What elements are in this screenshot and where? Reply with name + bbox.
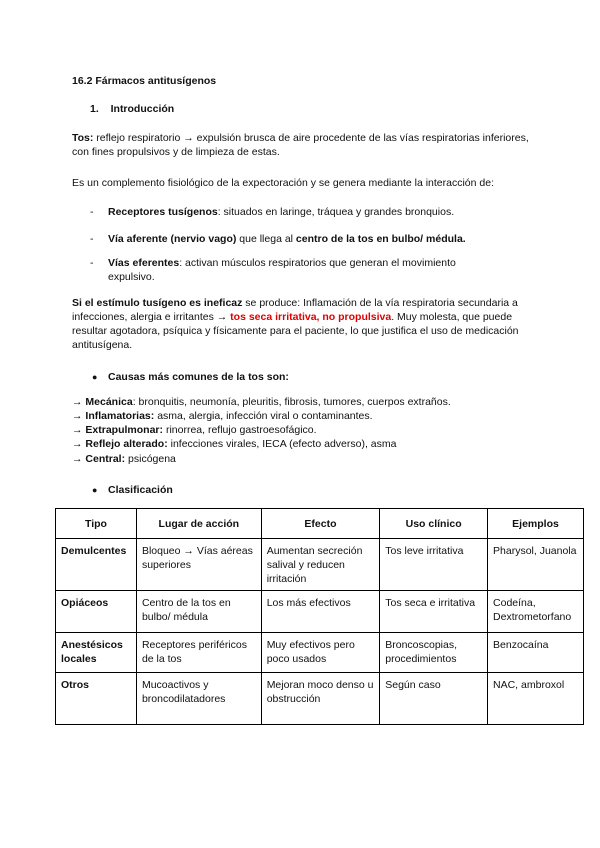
bullet-icon: ●: [92, 485, 98, 495]
table-cell: Tos leve irritativa: [380, 539, 488, 591]
table-cell: Benzocaína: [488, 633, 584, 673]
table-cell: Demulcentes: [56, 539, 137, 591]
cause-text: psicógena: [125, 453, 176, 465]
table-cell: Bloqueo → Vías aéreas superiores: [136, 539, 261, 591]
table-cell: NAC, ambroxol: [488, 673, 584, 725]
arrow-icon: →: [72, 410, 86, 422]
tos-definition: [72, 131, 532, 159]
header-cell: Tipo: [56, 509, 137, 539]
dash-marker: -: [90, 257, 94, 269]
arrow-icon: →: [72, 396, 86, 408]
table-cell: Pharysol, Juanola: [488, 539, 584, 591]
item-label: Vía aferente (nervio vago): [108, 233, 237, 245]
classification-table: [55, 508, 584, 725]
dash-marker: -: [90, 233, 94, 245]
table-row: [56, 633, 584, 673]
header-cell: Efecto: [261, 509, 380, 539]
cause-label: Mecánica: [85, 396, 133, 408]
table-cell: Muy efectivos pero poco usados: [261, 633, 380, 673]
arrow-icon: →: [72, 453, 86, 465]
cause-text: asma, alergia, infección viral o contaminantes.: [154, 410, 373, 422]
cause-item: [72, 437, 396, 451]
table-cell: Otros: [56, 673, 137, 725]
table-cell: Centro de la tos en bulbo/ médula: [136, 591, 261, 633]
cause-item: [72, 452, 176, 466]
cause-label: Extrapulmonar:: [85, 424, 164, 436]
header-cell: Lugar de acción: [136, 509, 261, 539]
subsection-title: Introducción: [110, 103, 175, 115]
tos-label: Tos:: [72, 132, 94, 144]
item-label-2: centro de la tos en bulbo/ médula.: [295, 233, 466, 245]
causes-heading: Causas más comunes de la tos son:: [108, 371, 289, 383]
item-label: Receptores tusígenos: [108, 206, 218, 218]
item-text: : activan músculos respiratorios que generan el movimiento expulsivo.: [108, 257, 456, 283]
arrow-icon: →: [72, 424, 86, 436]
cause-item: [72, 409, 373, 423]
table-row: [56, 539, 584, 591]
header-cell: Uso clínico: [380, 509, 488, 539]
item-text: : situados en laringe, tráquea y grandes bronquios.: [217, 206, 455, 218]
table-cell: Mucoactivos y broncodilatadores: [136, 673, 261, 725]
ineficaz-highlight: tos seca irritativa, no propulsiva: [230, 311, 392, 323]
table-cell: Anestésicos locales: [56, 633, 137, 673]
table-header-row: [56, 509, 584, 539]
ineficaz-bold: Si el estímulo tusígeno es ineficaz: [72, 297, 243, 309]
table-cell: Mejoran moco denso u obstrucción: [261, 673, 380, 725]
item-text: que llega al: [236, 233, 296, 245]
cause-text: rinorrea, reflujo gastroesofágico.: [163, 424, 317, 436]
cause-label: Central:: [85, 453, 126, 465]
table-cell: Receptores periféricos de la tos: [136, 633, 261, 673]
table-cell: Los más efectivos: [261, 591, 380, 633]
table-row: [56, 591, 584, 633]
cause-item: [72, 395, 451, 409]
bullet-icon: ●: [92, 372, 98, 382]
table-cell: Codeína, Dextrometorfano: [488, 591, 584, 633]
table-cell: Según caso: [380, 673, 488, 725]
tos-text: reflejo respiratorio → expulsión brusca de aire procedente de las vías respiratorias inferiores, con fines propulsivos y de limpieza de estas.: [72, 132, 529, 158]
header-cell: Ejemplos: [488, 509, 584, 539]
cause-label: Inflamatorias:: [85, 410, 155, 422]
subsection-heading: [90, 102, 550, 116]
item-label: Vías eferentes: [108, 257, 180, 269]
classification-heading: Clasificación: [108, 484, 173, 496]
dash-marker: -: [90, 206, 94, 218]
cause-text: : bronquitis, neumonía, pleuritis, fibrosis, tumores, cuerpos extraños.: [132, 396, 451, 408]
section-title: 16.2 Fármacos antitusígenos: [72, 75, 217, 87]
table-cell: Aumentan secreción salival y reducen irritación: [261, 539, 380, 591]
cause-item: [72, 423, 317, 437]
table-cell: Tos seca e irritativa: [380, 591, 488, 633]
ineficaz-text-2: . Muy molesta, que puede resultar agotadora, psíquica y físicamente para el paciente, lo que justifica el uso de medicación antitusígena.: [72, 311, 519, 351]
complement-paragraph: Es un complemento fisiológico de la expectoración y se genera mediante la interacción de:: [72, 177, 494, 189]
ineficaz-text-1: se produce: Inflamación de la vía respiratoria secundaria a infecciones, alergia e irritantes →: [72, 297, 518, 323]
ineficaz-paragraph: [72, 296, 534, 352]
table-cell: Broncoscopias, procedimientos: [380, 633, 488, 673]
table-cell: Opiáceos: [56, 591, 137, 633]
arrow-icon: →: [72, 438, 86, 450]
cause-label: Reflejo alterado:: [85, 438, 168, 450]
subsection-number: 1.: [90, 103, 99, 115]
table-row: [56, 673, 584, 725]
cause-text: infecciones virales, IECA (efecto adverso), asma: [167, 438, 397, 450]
